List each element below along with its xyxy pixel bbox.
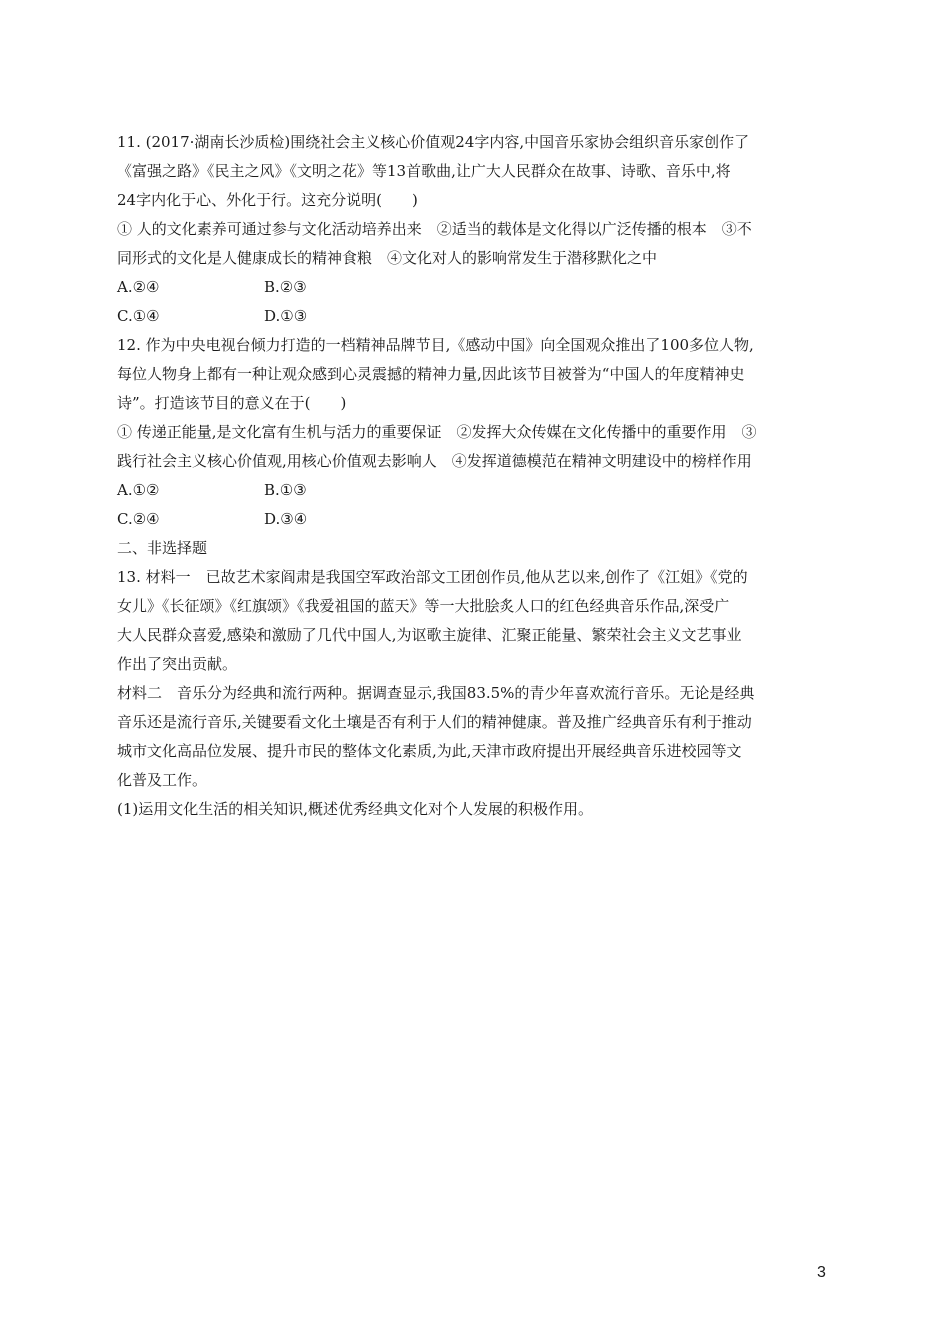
option-c: C.②④ bbox=[117, 510, 160, 528]
exam-page-content bbox=[117, 128, 833, 824]
answer-options-row bbox=[117, 273, 833, 302]
statement-line: ① 传递正能量,是文化富有生机与活力的重要保证 ②发挥大众传媒在文化传播中的重要作用 ③ bbox=[117, 423, 757, 441]
question-text-line: 11. (2017·湖南长沙质检)围绕社会主义核心价值观24字内容,中国音乐家协会组织音乐家创作了 bbox=[117, 133, 750, 151]
material-2-line: 材料二 音乐分为经典和流行两种。据调查显示,我国83.5%的青少年喜欢流行音乐。无论是经典 bbox=[117, 684, 755, 702]
answer-options-row bbox=[117, 505, 833, 534]
option-d: D.③④ bbox=[264, 510, 308, 528]
answer-options-row bbox=[117, 476, 833, 505]
question-12 bbox=[117, 331, 833, 534]
statement-line: ① 人的文化素养可通过参与文化活动培养出来 ②适当的载体是文化得以广泛传播的根本 ③不 bbox=[117, 220, 752, 238]
question-text-line: 24字内化于心、外化于行。这充分说明( ) bbox=[117, 191, 418, 209]
answer-options-row bbox=[117, 302, 833, 331]
material-1-line: 女儿》《长征颂》《红旗颂》《我爱祖国的蓝天》等一大批脍炙人口的红色经典音乐作品,深受广 bbox=[117, 597, 730, 615]
section-heading: 二、非选择题 bbox=[117, 539, 208, 557]
question-text-line: 12. 作为中央电视台倾力打造的一档精神品牌节目,《感动中国》向全国观众推出了100多位人物, bbox=[117, 336, 754, 354]
question-11 bbox=[117, 128, 833, 331]
material-2-line: 化普及工作。 bbox=[117, 771, 208, 789]
statement-line: 同形式的文化是人健康成长的精神食粮 ④文化对人的影响常发生于潜移默化之中 bbox=[117, 249, 658, 267]
question-13 bbox=[117, 563, 833, 824]
statement-line: 践行社会主义核心价值观,用核心价值观去影响人 ④发挥道德模范在精神文明建设中的榜样作用 bbox=[117, 452, 752, 470]
material-1-line: 大人民群众喜爱,感染和激励了几代中国人,为讴歌主旋律、汇聚正能量、繁荣社会主义文艺事业 bbox=[117, 626, 742, 644]
option-d: D.①③ bbox=[264, 307, 308, 325]
material-2-line: 音乐还是流行音乐,关键要看文化土壤是否有利于人们的精神健康。普及推广经典音乐有利于推动 bbox=[117, 713, 752, 731]
option-a: A.①② bbox=[117, 481, 160, 499]
question-text-line: 《富强之路》《民主之风》《文明之花》等13首歌曲,让广大人民群众在故事、诗歌、音乐中,将 bbox=[117, 162, 731, 180]
material-1-line: 作出了突出贡献。 bbox=[117, 655, 238, 673]
page-number: 3 bbox=[817, 1264, 826, 1281]
material-2-line: 城市文化高品位发展、提升市民的整体文化素质,为此,天津市政府提出开展经典音乐进校园等文 bbox=[117, 742, 742, 760]
option-b: B.①③ bbox=[264, 481, 307, 499]
sub-question-1: (1)运用文化生活的相关知识,概述优秀经典文化对个人发展的积极作用。 bbox=[117, 800, 594, 818]
option-b: B.②③ bbox=[264, 278, 307, 296]
option-a: A.②④ bbox=[117, 278, 160, 296]
option-c: C.①④ bbox=[117, 307, 160, 325]
question-text-line: 每位人物身上都有一种让观众感到心灵震撼的精神力量,因此该节目被誉为“中国人的年度精神史 bbox=[117, 365, 745, 383]
question-text-line: 诗”。打造该节目的意义在于( ) bbox=[117, 394, 347, 412]
material-1-line: 13. 材料一 已故艺术家阎肃是我国空军政治部文工团创作员,他从艺以来,创作了《江姐》《党的 bbox=[117, 568, 748, 586]
